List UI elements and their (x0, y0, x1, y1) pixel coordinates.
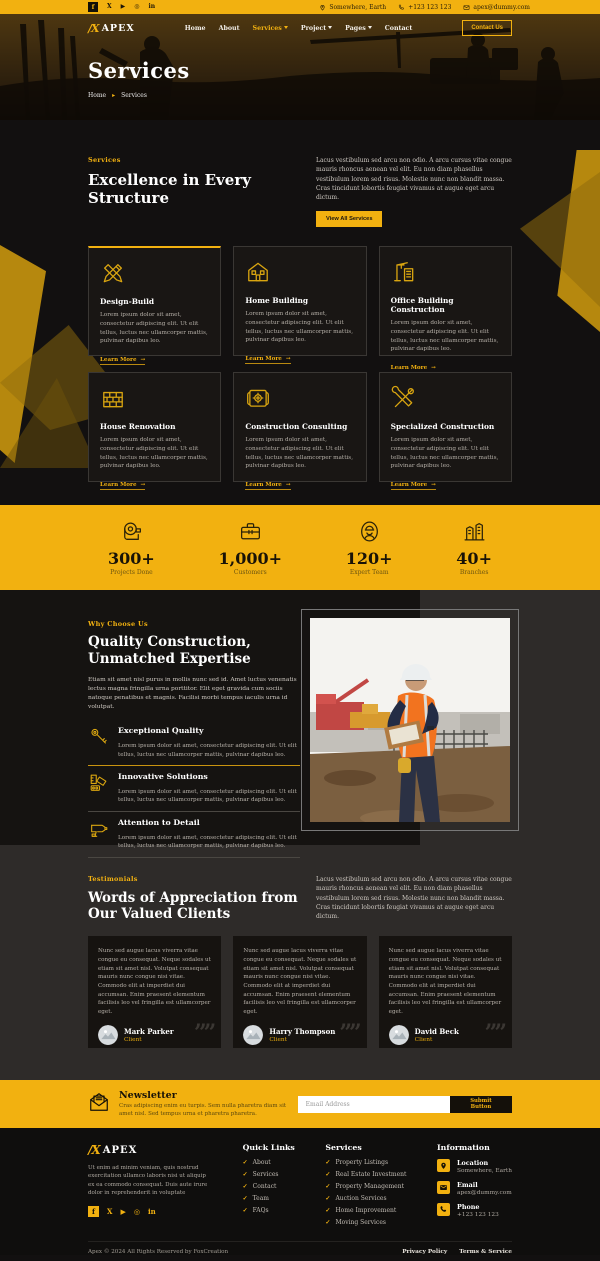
email-text: apex@dummy.com (473, 3, 530, 11)
topbar (0, 0, 600, 14)
learn-more-label: Learn More (245, 481, 282, 488)
logo-icon: /X (88, 21, 99, 35)
footer-link-label: About (252, 1159, 271, 1166)
footer-link-about[interactable] (243, 1159, 295, 1166)
card-title: Office Building Construction (390, 296, 454, 315)
client-role: Client (269, 1036, 287, 1043)
house-icon (245, 270, 271, 289)
info-label: Email (457, 1181, 478, 1189)
feature-text: Lorem ipsum dolor sit amet, consectetur adipiscing elit. Ut elit tellus, luctus nec ullamcorper mattis, pulvinar dapibus leo. (118, 834, 297, 850)
footer-link-label: Home Improvement (335, 1207, 397, 1214)
feature-innovative-solutions (88, 766, 300, 812)
footer-link-services[interactable] (243, 1171, 295, 1178)
info-value: +123 123 123 (457, 1212, 499, 1218)
service-card-house-renovation (88, 372, 221, 488)
learn-more-label: Learn More (390, 481, 428, 488)
section-paragraph: Lacus vestibulum sed arcu non odio. A arcu cursus vitae congue mauris rhoncus aenean vel elit. Eu non diam phasellus vestibulum lorem sed risus. Molestie nunc non blandit massa. Cras tincidunt lobortis feugiat vivamus at augue eget arcu dictum. (316, 876, 512, 921)
info-value: apex@dummy.com (457, 1190, 512, 1196)
arrow-right-icon: → (140, 481, 146, 488)
arrow-right-icon: → (285, 481, 291, 488)
card-text: Lorem ipsum dolor sit amet, consectetur adipiscing elit. Ut elit tellus, luctus nec ullamcorper mattis, pulvinar dapibus leo. (390, 320, 499, 353)
heading-line: Quality Construction, (88, 634, 251, 650)
arrow-right-icon: → (431, 481, 436, 488)
card-text: Lorem ipsum dolor sit amet, consectetur adipiscing elit. Ut elit tellus, luctus nec ullamcorper mattis, pulvinar dapibus leo. (100, 312, 208, 345)
client-role: Client (124, 1036, 142, 1043)
footer-link-label: Team (252, 1195, 269, 1202)
breadcrumb-current: Services (121, 92, 147, 99)
feature-text: Lorem ipsum dolor sit amet, consectetur adipiscing elit. Ut elit tellus, luctus nec ullamcorper mattis, pulvinar dapibus leo. (118, 743, 297, 758)
info-label: Location (457, 1159, 489, 1167)
section-heading: Excellence in Every Structure (88, 171, 251, 207)
check-icon: ✓ (242, 1171, 248, 1178)
learn-more-link[interactable] (391, 482, 436, 490)
breadcrumb-separator-icon: ▸ (112, 92, 116, 99)
arrow-right-icon: → (285, 355, 291, 362)
check-icon: ✓ (325, 1195, 331, 1202)
footer-link-team[interactable] (243, 1195, 295, 1202)
pin-icon (319, 4, 326, 11)
quick-links-list (243, 1159, 295, 1214)
testimonial-card (88, 936, 221, 1048)
check-icon: ✓ (325, 1207, 331, 1214)
feature-exceptional-quality (88, 720, 300, 766)
card-title: Specialized Construction (390, 422, 495, 432)
testimonial-quote: Nunc sed augue lacus viverra vitae congue eu consequat. Neque sodales ut etiam sit amet nisl. Volutpat consequat mauris nunc congue nisi vitae. Commodo elit at imperdiet dui accumsan. Enim praesent elementum facilisis leo vel fringilla est ullamcorper eget. (243, 948, 357, 1015)
brand-name: APEX (102, 1144, 138, 1156)
info-label: Phone (457, 1203, 480, 1211)
stat-customers (219, 519, 283, 577)
avatar (243, 1025, 263, 1045)
section-label: Testimonials (88, 875, 138, 883)
nav-item-services[interactable] (253, 25, 288, 32)
nav-item-pages[interactable] (345, 25, 372, 32)
newsletter-description: Cras adipiscing enim eu turpis. Sem nulla pharetra diam sit amet nisl. Sed tempus urna et pharetra pharetra. (119, 1102, 287, 1117)
blueprint-gear-icon (245, 396, 271, 415)
client-role: Client (414, 1036, 433, 1043)
breadcrumb (88, 92, 512, 99)
phone-text: +123 123 123 (408, 3, 452, 11)
client-name: Mark Parker (124, 1026, 174, 1036)
heading-line: Words of Appreciation from (88, 890, 298, 906)
footer-link-label: FAQs (252, 1207, 269, 1214)
services-section (0, 120, 600, 505)
footer-link-property-listings[interactable] (325, 1159, 406, 1166)
card-title: Home Building (245, 296, 309, 306)
keys-icon (88, 726, 110, 748)
card-text: Lorem ipsum dolor sit amet, consectetur adipiscing elit. Ut elit tellus, luctus nec ullamcorper mattis, pulvinar dapibus leo. (100, 437, 208, 470)
footer (0, 1128, 600, 1255)
phone-icon (398, 4, 405, 11)
footer-link-label: Property Management (335, 1183, 405, 1190)
learn-more-label: Learn More (100, 356, 137, 363)
footer-services-list (325, 1159, 406, 1226)
footer-link-label: Moving Services (335, 1219, 386, 1226)
topbar-contacts (319, 4, 530, 11)
card-title: House Renovation (100, 422, 176, 432)
card-text: Lorem ipsum dolor sit amet, consectetur adipiscing elit. Ut elit tellus, luctus nec ullamcorper mattis, pulvinar dapibus leo. (390, 437, 499, 470)
main-header (88, 14, 512, 42)
section-label: Services (88, 156, 121, 164)
footer-logo[interactable] (88, 1143, 212, 1157)
avatar (389, 1025, 409, 1045)
section-paragraph: Lacus vestibulum sed arcu non odio. A arcu cursus vitae congue mauris rhoncus aenean vel elit. Eu non diam phasellus vestibulum lorem sed risus. Molestie nunc non blandit massa. Cras tincidunt lobortis feugiat vivamus at augue eget arcu dictum. (316, 157, 512, 202)
terms-service-link[interactable]: Terms & Service (459, 1248, 512, 1255)
stat-value: 120+ (345, 548, 393, 568)
brick-wall-icon (100, 396, 126, 415)
stat-value: 300+ (108, 548, 155, 568)
footer-link-label: Contact (252, 1183, 277, 1190)
stat-projects-done (108, 519, 155, 577)
location-text: Somewhere, Earth (329, 3, 387, 11)
nav-item-label: Pages (345, 24, 366, 32)
buildings-icon (462, 519, 487, 544)
learn-more-link[interactable] (245, 356, 290, 364)
learn-more-label: Learn More (390, 364, 428, 371)
main-nav (185, 25, 413, 32)
copyright-text: Apex © 2024 All Rights Reserved by FoxCreation (88, 1248, 229, 1255)
view-all-services-button[interactable]: View All Services (316, 211, 382, 227)
service-card-home-building (233, 246, 366, 362)
learn-more-link[interactable] (100, 482, 145, 490)
service-cards (88, 246, 512, 488)
logo[interactable] (88, 22, 135, 35)
newsletter-title: Newsletter (119, 1089, 177, 1101)
heading-line: Our Valued Clients (88, 906, 231, 923)
quote-icon: ”” (339, 1020, 359, 1047)
chevron-down-icon (284, 26, 288, 29)
email-input[interactable] (298, 1096, 450, 1113)
testimonial-card (379, 936, 512, 1048)
check-icon: ✓ (242, 1159, 248, 1166)
page-title: Services (88, 58, 190, 83)
privacy-policy-link[interactable]: Privacy Policy (402, 1248, 448, 1255)
learn-more-label: Learn More (100, 481, 137, 488)
footer-email-item[interactable] (437, 1181, 512, 1196)
footer-bottom-bar (88, 1241, 512, 1261)
chevron-down-icon (368, 26, 372, 29)
footer-link-moving-services[interactable] (325, 1219, 406, 1226)
avatar (98, 1025, 118, 1045)
feature-text: Lorem ipsum dolor sit amet, consectetur adipiscing elit. Ut elit tellus, luctus nec ullamcorper mattis, pulvinar dapibus leo. (118, 789, 297, 804)
crossed-pencils-icon (100, 271, 126, 290)
construction-worker-photo (310, 618, 510, 822)
youtube-icon[interactable]: ▶ (120, 3, 126, 10)
nav-item-project[interactable] (301, 25, 332, 32)
tools-ruler-icon (88, 772, 110, 794)
facebook-icon[interactable]: f (88, 2, 98, 12)
card-text: Lorem ipsum dolor sit amet, consectetur adipiscing elit. Ut elit tellus, luctus nec ullamcorper mattis, pulvinar dapibus leo. (245, 311, 354, 344)
logo-icon: /X (88, 1143, 100, 1157)
check-icon: ✓ (325, 1219, 331, 1226)
measuring-tape-icon (119, 519, 144, 544)
newsletter-band (0, 1080, 600, 1128)
card-title: Construction Consulting (245, 422, 348, 432)
crane-building-icon (391, 270, 417, 289)
brand-name: APEX (101, 22, 135, 34)
stat-label: Expert Team (349, 569, 389, 577)
submit-button[interactable]: Submit Button (450, 1096, 512, 1113)
phone-item[interactable] (398, 4, 451, 11)
check-icon: ✓ (242, 1195, 248, 1202)
testimonials-section (0, 845, 600, 1080)
envelope-icon (437, 1181, 450, 1194)
section-heading (88, 634, 303, 668)
learn-more-link[interactable] (391, 365, 436, 373)
chevron-down-icon (328, 26, 332, 29)
arrow-right-icon: → (140, 356, 146, 363)
footer-link-faqs[interactable] (243, 1207, 295, 1214)
footer-column-title: Services (325, 1143, 362, 1152)
x-twitter-icon[interactable]: X (107, 1207, 113, 1216)
check-icon: ✓ (325, 1159, 331, 1166)
nav-item-about[interactable]: About (218, 24, 240, 32)
footer-link-label: Auction Services (335, 1195, 387, 1202)
check-icon: ✓ (325, 1183, 331, 1190)
section-heading (88, 890, 303, 922)
testimonial-quote: Nunc sed augue lacus viverra vitae congue eu consequat. Neque sodales ut etiam sit amet nisl. Volutpat consequat mauris nunc congue nisi vitae. Commodo elit at imperdiet dui accumsan. Enim praesent elementum facilisis leo vel fringilla est ullamcorper eget. (98, 948, 211, 1015)
facebook-icon[interactable]: f (88, 1206, 99, 1217)
footer-link-contact[interactable] (243, 1183, 295, 1190)
stat-branches (456, 519, 492, 577)
feature-list (88, 720, 300, 857)
footer-link-property-management[interactable] (325, 1183, 406, 1190)
why-choose-us-section (0, 590, 600, 850)
quote-icon: ”” (484, 1020, 504, 1047)
footer-column-title: Information (437, 1143, 490, 1152)
testimonial-quote: Nunc sed augue lacus viverra vitae congue eu consequat. Neque sodales ut etiam sit amet nisl. Volutpat consequat mauris nunc congue nisi vitae. Commodo elit at imperdiet dui accumsan. Enim praesent elementum facilisis leo vel fringilla est ullamcorper eget. (388, 948, 502, 1015)
footer-column-title: Quick Links (242, 1143, 295, 1152)
phone-icon (437, 1203, 450, 1216)
pin-icon (437, 1159, 450, 1172)
instagram-icon[interactable]: ◎ (133, 1207, 140, 1216)
crossed-tools-icon (391, 396, 417, 415)
learn-more-link[interactable] (245, 482, 290, 490)
stats-band (0, 505, 600, 590)
drill-icon (88, 818, 110, 840)
stat-label: Projects Done (110, 569, 153, 577)
quote-icon: ”” (194, 1020, 214, 1047)
testimonial-cards (88, 936, 512, 1048)
youtube-icon[interactable]: ▶ (120, 1207, 126, 1216)
footer-phone-item[interactable] (437, 1203, 512, 1218)
feature-title: Innovative Solutions (118, 772, 208, 782)
location-item[interactable] (319, 4, 386, 11)
feature-title: Exceptional Quality (118, 726, 204, 736)
contact-us-button[interactable]: Contact Us (462, 20, 512, 36)
footer-link-real-estate-investment[interactable] (325, 1171, 406, 1178)
footer-about-text: Ut enim ad minim veniam, quis nostrud exercitation ullamco laboris nisi ut aliquip ex ea commodo consequat. Duis aute irure dolor in reprehenderit in voluptate (88, 1165, 208, 1196)
learn-more-link[interactable] (100, 357, 145, 365)
footer-link-label: Services (252, 1171, 279, 1178)
x-twitter-icon[interactable]: X (107, 3, 112, 10)
newsletter-form (298, 1096, 512, 1113)
nav-item-label: Services (252, 24, 282, 32)
feature-attention-to-detail (88, 812, 300, 858)
stat-expert-team (346, 519, 393, 577)
check-icon: ✓ (325, 1171, 331, 1178)
engineer-icon (357, 519, 382, 544)
arrow-right-icon: → (431, 364, 436, 371)
envelope-icon (463, 4, 470, 11)
card-text: Lorem ipsum dolor sit amet, consectetur adipiscing elit. Ut elit tellus, luctus nec ullamcorper mattis, pulvinar dapibus leo. (245, 437, 354, 470)
linkedin-icon[interactable]: in (148, 3, 156, 10)
nav-item-contact[interactable]: Contact (384, 24, 413, 32)
linkedin-icon[interactable]: in (147, 1207, 156, 1216)
service-card-construction-consulting (233, 372, 366, 488)
toolbox-icon (238, 519, 263, 544)
check-icon: ✓ (242, 1207, 248, 1214)
heading-line: Unmatched Expertise (88, 650, 251, 667)
stat-value: 1,000+ (218, 548, 283, 568)
stat-value: 40+ (456, 548, 492, 568)
info-value: Somewhere, Earth (457, 1168, 512, 1174)
client-name: Harry Thompson (269, 1026, 336, 1036)
stat-label: Customers (233, 569, 267, 577)
footer-social-icons (88, 1206, 212, 1217)
footer-link-auction-services[interactable] (325, 1195, 406, 1202)
card-title: Design-Build (100, 297, 155, 307)
nav-item-label: Project (300, 24, 327, 32)
service-card-specialized-construction (379, 372, 512, 488)
footer-link-label: Property Listings (335, 1159, 389, 1166)
section-label: Why Choose Us (88, 620, 148, 628)
testimonial-card (233, 936, 366, 1048)
footer-location-item[interactable] (437, 1159, 512, 1174)
footer-link-home-improvement[interactable] (325, 1207, 406, 1214)
email-item[interactable] (463, 4, 530, 11)
feature-title: Attention to Detail (118, 817, 200, 827)
section-paragraph: Etiam sit amet nisl purus in mollis nunc sed id. Amet luctus venenatis lectus magna fringilla urna porttitor. Elit eget gravida cum sociis natoque penatibus et magnis. Facilisi morbi tempus iaculis urna id volutpat. (88, 676, 297, 711)
breadcrumb-home[interactable]: Home (88, 92, 107, 99)
instagram-icon[interactable]: ◎ (134, 3, 140, 10)
nav-item-home[interactable]: Home (184, 24, 206, 32)
learn-more-label: Learn More (245, 355, 282, 362)
check-icon: ✓ (242, 1183, 248, 1190)
hero-section (0, 14, 600, 120)
service-card-design-build (88, 246, 221, 363)
service-card-office-building (379, 246, 512, 371)
topbar-social-icons (88, 2, 155, 12)
footer-link-label: Real Estate Investment (335, 1171, 407, 1178)
stat-label: Branches (459, 569, 489, 577)
newsletter-envelope-icon (88, 1091, 110, 1117)
client-name: David Beck (414, 1026, 459, 1036)
